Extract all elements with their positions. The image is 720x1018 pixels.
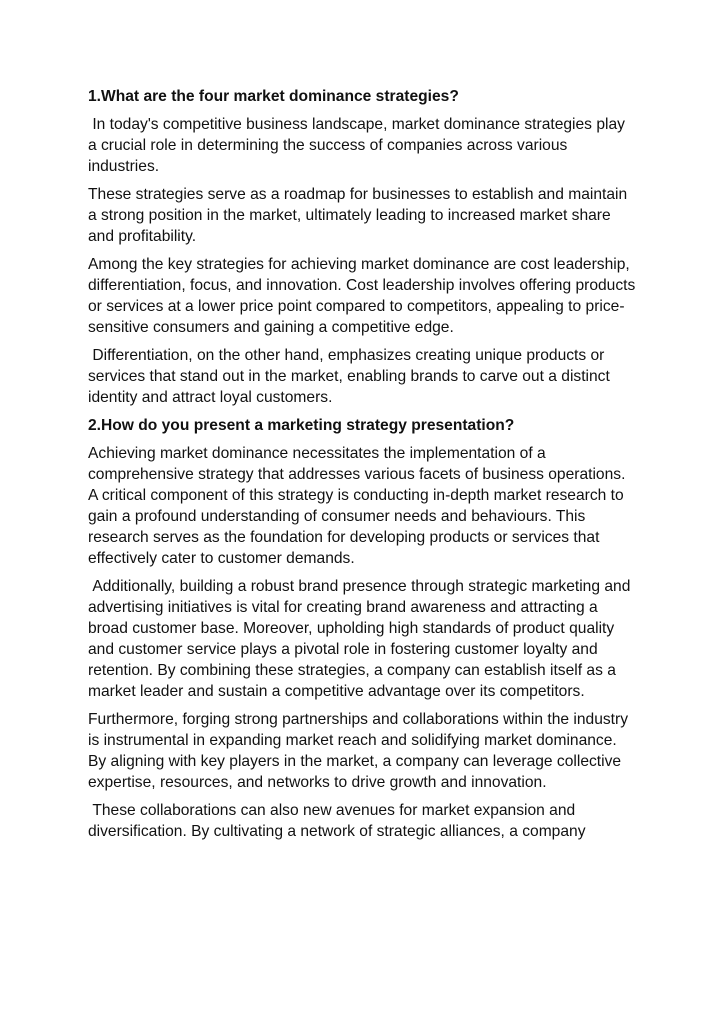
paragraph: Furthermore, forging strong partnerships and collaborations within the industry is instrumental in expanding market reach and solidifying market dominance. By aligning with key players in the market, a company can leverage collective expertise, resources, and networks to drive growth and innovation. [88,711,633,791]
paragraph: These strategies serve as a roadmap for businesses to establish and maintain a strong position in the market, ultimately leading to increased market share and profitability. [88,186,632,245]
paragraph: Achieving market dominance necessitates the implementation of a comprehensive strategy that addresses various facets of business operations. A critical component of this strategy is conducting in-depth market research to gain a profound understanding of consumer needs and behaviours. This research serves as the foundation for developing products or services that effectively cater to customer demands. [88,445,629,567]
section-heading: 2.How do you present a marketing strategy presentation? [88,417,515,434]
paragraph: Differentiation, on the other hand, emphasizes creating unique products or services that stand out in the market, enabling brands to carve out a distinct identity and attract loyal customers. [88,347,615,406]
paragraph: These collaborations can also new avenues for market expansion and diversification. By cultivating a network of strategic alliances, a company [88,802,586,840]
paragraph: Additionally, building a robust brand presence through strategic marketing and advertising initiatives is vital for creating brand awareness and attracting a broad customer base. Moreover, upholding high standards of product quality and customer service plays a pivotal role in fostering customer loyalty and retention. By combining these strategies, a company can establish itself as a market leader and sustain a competitive advantage over its competitors. [88,578,635,700]
section-heading: 1.What are the four market dominance strategies? [88,88,459,105]
document-page [88,86,640,849]
paragraph: In today's competitive business landscape, market dominance strategies play a crucial role in determining the success of companies across various industries. [88,116,630,175]
paragraph: Among the key strategies for achieving market dominance are cost leadership, differentiation, focus, and innovation. Cost leadership involves offering products or services at a lower price point compared to competitors, appealing to price-sensitive consumers and gaining a competitive edge. [88,256,640,336]
